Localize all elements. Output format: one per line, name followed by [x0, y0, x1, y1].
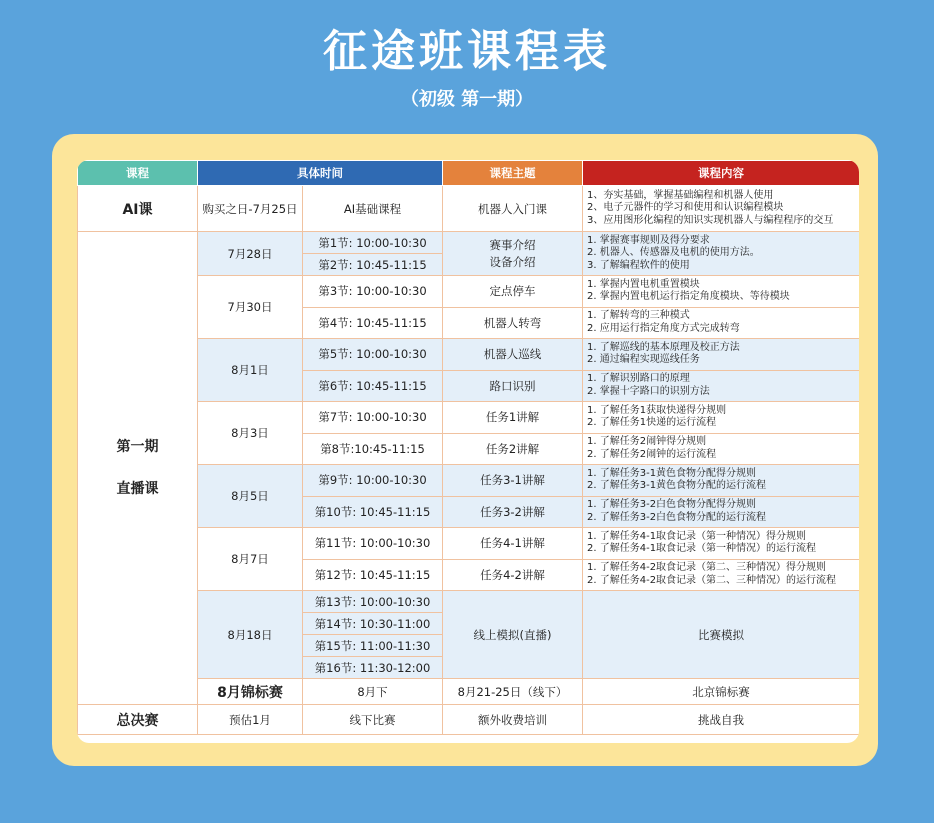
column-header-course: 课程	[78, 161, 198, 186]
schedule-card	[77, 160, 859, 743]
date-cell: 7月28日	[198, 232, 303, 276]
column-header-content: 课程内容	[583, 161, 860, 186]
content-cell: 比赛模拟	[583, 591, 860, 679]
topic-cell: 路口识别	[443, 370, 583, 402]
content-cell: 1. 了解转弯的三种模式 2. 应用运行指定角度方式完成转弯	[583, 307, 860, 339]
content-cell: 1. 掌握赛事规则及得分要求 2. 机器人、传感器及电机的使用方法。 3. 了解编程软件的使用	[583, 232, 860, 276]
course-cell: AI课	[78, 186, 198, 232]
time-cell: 第2节: 10:45-11:15	[303, 254, 443, 276]
date-cell: 8月7日	[198, 528, 303, 591]
date-cell: 8月下	[303, 679, 443, 705]
topic-cell: 机器人入门课	[443, 186, 583, 232]
content-cell: 1. 了解任务3-1黄色食物分配得分规则 2. 了解任务3-1黄色食物分配的运行流程	[583, 465, 860, 497]
content-cell: 1. 了解任务3-2白色食物分配得分规则 2. 了解任务3-2白色食物分配的运行流程	[583, 496, 860, 528]
time-cell: 第11节: 10:00-10:30	[303, 528, 443, 560]
time-cell: 第1节: 10:00-10:30	[303, 232, 443, 254]
time-cell: 8月21-25日（线下）	[443, 679, 583, 705]
time-cell: 第8节:10:45-11:15	[303, 433, 443, 465]
topic-cell: 任务4-1讲解	[443, 528, 583, 560]
topic-cell: 赛事介绍 设备介绍	[443, 232, 583, 276]
content-cell: 1、夯实基础，掌握基础编程和机器人使用 2、电子元器件的学习和使用和认识编程模块 3、应用图形化编程的知识实现机器人与编程程序的交互	[583, 186, 860, 232]
table-row	[78, 186, 860, 232]
time-cell: 线下比赛	[303, 705, 443, 735]
course-cell: 8月锦标赛	[198, 679, 303, 705]
time-cell: 第16节: 11:30-12:00	[303, 657, 443, 679]
content-cell: 1. 掌握内置电机重置模块 2. 掌握内置电机运行指定角度模块、等待模块	[583, 276, 860, 308]
date-cell: 8月18日	[198, 591, 303, 679]
time-cell: 第3节: 10:00-10:30	[303, 276, 443, 308]
date-cell: 购买之日-7月25日	[198, 186, 303, 232]
topic-cell: 机器人转弯	[443, 307, 583, 339]
time-cell: AI基础课程	[303, 186, 443, 232]
time-cell: 第14节: 10:30-11:00	[303, 613, 443, 635]
content-cell: 1. 了解任务2闹钟得分规则 2. 了解任务2闹钟的运行流程	[583, 433, 860, 465]
content-cell: 1. 了解巡线的基本原理及校正方法 2. 通过编程实现巡线任务	[583, 339, 860, 371]
time-cell: 第15节: 11:00-11:30	[303, 635, 443, 657]
time-cell: 第9节: 10:00-10:30	[303, 465, 443, 497]
date-cell: 8月5日	[198, 465, 303, 528]
schedule-table	[77, 160, 859, 735]
topic-cell: 任务1讲解	[443, 402, 583, 434]
time-cell: 第10节: 10:45-11:15	[303, 496, 443, 528]
topic-cell: 任务2讲解	[443, 433, 583, 465]
date-cell: 7月30日	[198, 276, 303, 339]
page-subtitle: （初级 第一期）	[400, 89, 534, 110]
time-cell: 第12节: 10:45-11:15	[303, 559, 443, 591]
content-cell: 1. 了解任务4-1取食记录（第一种情况）得分规则 2. 了解任务4-1取食记录（第一种情况）的运行流程	[583, 528, 860, 560]
period-label-cell: 第一期 直播课	[78, 232, 198, 705]
column-header-topic: 课程主题	[443, 161, 583, 186]
topic-cell: 定点停车	[443, 276, 583, 308]
topic-cell: 线上模拟(直播)	[443, 591, 583, 679]
date-cell: 预估1月	[198, 705, 303, 735]
content-cell: 1. 了解任务1获取快递得分规则 2. 了解任务1快递的运行流程	[583, 402, 860, 434]
time-cell: 第6节: 10:45-11:15	[303, 370, 443, 402]
content-cell: 1. 了解识别路口的原理 2. 掌握十字路口的识别方法	[583, 370, 860, 402]
topic-cell: 额外收费培训	[443, 705, 583, 735]
topic-cell: 北京锦标赛	[583, 679, 860, 705]
date-cell: 8月3日	[198, 402, 303, 465]
topic-cell: 机器人巡线	[443, 339, 583, 371]
column-header-time: 具体时间	[198, 161, 443, 186]
time-cell: 第4节: 10:45-11:15	[303, 307, 443, 339]
time-cell: 第5节: 10:00-10:30	[303, 339, 443, 371]
table-row	[78, 232, 860, 254]
time-cell: 第13节: 10:00-10:30	[303, 591, 443, 613]
topic-cell: 任务4-2讲解	[443, 559, 583, 591]
time-cell: 第7节: 10:00-10:30	[303, 402, 443, 434]
topic-cell: 任务3-1讲解	[443, 465, 583, 497]
page-title: 征途班课程表	[323, 26, 611, 77]
course-cell: 总决赛	[78, 705, 198, 735]
date-cell: 8月1日	[198, 339, 303, 402]
topic-cell: 任务3-2讲解	[443, 496, 583, 528]
content-cell: 挑战自我	[583, 705, 860, 735]
table-header-row	[78, 161, 860, 186]
content-cell: 1. 了解任务4-2取食记录（第二、三种情况）得分规则 2. 了解任务4-2取食记录（第二、三种情况）的运行流程	[583, 559, 860, 591]
table-row	[78, 705, 860, 735]
